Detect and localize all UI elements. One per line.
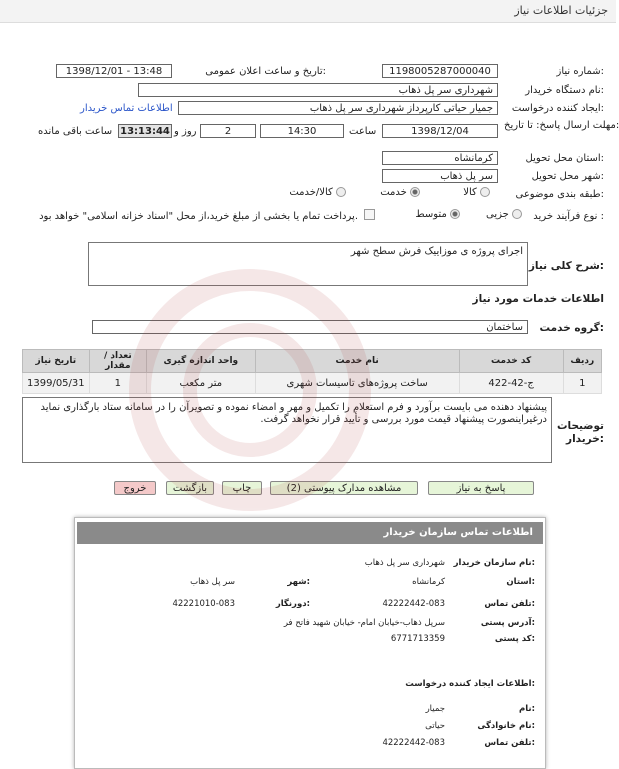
col-row: ردیف xyxy=(563,350,601,373)
days-field: 2 xyxy=(200,124,256,138)
category-both-label: کالا/خدمت xyxy=(289,187,333,198)
process-minor-label: جزیی xyxy=(485,209,509,220)
popup-province-label: استان: xyxy=(506,577,535,587)
buyer-contact-popup xyxy=(74,517,546,769)
category-service-label: خدمت xyxy=(380,187,407,198)
contact-buyer-link[interactable]: اطلاعات تماس خریدار xyxy=(80,103,173,114)
city-field: سر پل ذهاب xyxy=(382,169,498,183)
print-button[interactable]: چاپ xyxy=(222,481,262,495)
services-table xyxy=(22,349,602,394)
category-both-radio[interactable] xyxy=(336,187,346,197)
description-label: شرح کلی نیاز: xyxy=(528,260,604,272)
service-group-field: ساختمان xyxy=(92,320,528,334)
buyer-notes-box xyxy=(22,397,552,463)
popup-address: سرپل ذهاب-خیابان امام- خیابان شهید فاتح فر xyxy=(283,618,445,628)
service-group-label: گروه خدمت: xyxy=(539,322,604,334)
process-option-medium[interactable] xyxy=(415,209,460,220)
cell-unit: متر مکعب xyxy=(147,373,256,394)
need-number-field: 1198005287000040 xyxy=(382,64,498,78)
popup-title: اطلاعات تماس سازمان خریدار xyxy=(383,527,533,538)
popup-fax: 42221010-083 xyxy=(172,599,235,609)
col-need-date: تاریخ نیاز xyxy=(23,350,90,373)
respond-button[interactable]: پاسخ به نیاز xyxy=(428,481,534,495)
cell-row: 1 xyxy=(563,373,601,394)
process-minor-radio[interactable] xyxy=(512,209,522,219)
popup-fax-label: دورنگار: xyxy=(275,599,310,609)
services-section-title: اطلاعات خدمات مورد نیاز xyxy=(472,293,604,305)
back-button[interactable]: بازگشت xyxy=(166,481,214,495)
popup-city: سر پل ذهاب xyxy=(190,577,235,587)
popup-phone-label: تلفن تماس: xyxy=(484,599,535,609)
creator-field: جمیار حیاتی کارپرداز شهرداری سر پل ذهاب xyxy=(178,101,498,115)
popup-family-label: نام خانوادگی: xyxy=(477,721,535,731)
process-medium-radio[interactable] xyxy=(450,209,460,219)
popup-header xyxy=(77,522,543,544)
page-title: جزئیات اطلاعات نیاز xyxy=(514,4,608,17)
cell-service-name: ساخت پروژه‌های تاسیسات شهری xyxy=(255,373,459,394)
province-field: کرمانشاه xyxy=(382,151,498,165)
deadline-label: مهلت ارسال پاسخ: تا تاریخ: xyxy=(504,120,619,131)
popup-cphone-label: تلفن تماس: xyxy=(484,738,535,748)
popup-postal: 6771713359 xyxy=(390,634,445,644)
cell-service-code: ج-42-422 xyxy=(459,373,563,394)
popup-cphone: 42222442-083 xyxy=(382,738,445,748)
page-header xyxy=(0,0,616,23)
popup-postal-label: کد پستی: xyxy=(494,634,535,644)
announce-field: 1398/12/01 - 13:48 xyxy=(56,64,172,78)
popup-phone: 42222442-083 xyxy=(382,599,445,609)
exit-button[interactable]: خروج xyxy=(114,481,156,495)
cell-need-date: 1399/05/31 xyxy=(23,373,90,394)
buyer-notes-text: پیشنهاد دهنده می بایست برآورد و فرم استعلام را تکمیل و مهر و امضاء نموده و تصویرآن را در سامانه ستاد بارگذاری نماید درغیراینصورت پیشنهاد قیمت مورد بررسی و تأیید قرار نخواهد گرفت. xyxy=(40,402,547,425)
process-medium-label: متوسط xyxy=(415,209,447,220)
cell-quantity: 1 xyxy=(89,373,146,394)
deadline-date-field: 1398/12/04 xyxy=(382,124,498,138)
category-option-service[interactable] xyxy=(380,187,420,198)
treasury-checkbox[interactable] xyxy=(364,209,375,220)
creator-label: ایجاد کننده درخواست: xyxy=(511,103,604,114)
popup-family: حیاتی xyxy=(425,721,445,731)
description-text: اجرای پروژه ی موزاییک فرش سطح شهر xyxy=(350,246,523,257)
process-option-minor[interactable] xyxy=(486,209,522,220)
popup-creator-title: اطلاعات ایجاد کننده درخواست: xyxy=(405,679,535,689)
category-goods-radio[interactable] xyxy=(480,187,490,197)
remaining-time: 13:13:44 xyxy=(118,124,172,138)
col-quantity: تعداد / مقدار xyxy=(89,350,146,373)
category-option-both[interactable] xyxy=(289,187,346,198)
popup-name: جمیار xyxy=(425,704,445,714)
announce-label: تاریخ و ساعت اعلان عمومی: xyxy=(205,66,326,77)
buyer-label: نام دستگاه خریدار: xyxy=(525,85,604,96)
popup-org: شهرداری سر پل ذهاب xyxy=(364,558,445,568)
category-goods-label: کالا xyxy=(463,187,477,198)
col-service-name: نام خدمت xyxy=(255,350,459,373)
popup-address-label: آدرس پستی: xyxy=(480,618,535,628)
attachments-button[interactable]: مشاهده مدارک پیوستی (2) xyxy=(270,481,418,495)
hour-label: ساعت xyxy=(349,126,377,137)
buyer-field: شهرداری سر پل ذهاب xyxy=(138,83,498,97)
remaining-label: ساعت باقی مانده xyxy=(38,126,113,137)
buyer-notes-label: توضیحات خریدار: xyxy=(556,420,604,445)
need-number-label: شماره نیاز: xyxy=(556,66,604,77)
col-service-code: کد خدمت xyxy=(459,350,563,373)
popup-org-label: نام سازمان خریدار: xyxy=(453,558,535,568)
category-option-goods[interactable] xyxy=(463,187,490,198)
table-row xyxy=(23,373,602,394)
popup-name-label: نام: xyxy=(518,704,535,714)
process-label: نوع فرآیند خرید : xyxy=(533,211,604,222)
category-service-radio[interactable] xyxy=(410,187,420,197)
province-label: استان محل تحویل: xyxy=(525,153,604,164)
city-label: شهر محل تحویل: xyxy=(531,171,604,182)
popup-city-label: شهر: xyxy=(287,577,310,587)
payment-note: پرداخت تمام یا بخشی از مبلغ خرید،از محل "اسناد خزانه اسلامی" خواهد بود. xyxy=(39,211,358,222)
popup-province: کرمانشاه xyxy=(412,577,445,587)
days-label: روز و xyxy=(174,126,197,137)
deadline-time-field: 14:30 xyxy=(260,124,344,138)
description-box xyxy=(88,242,528,286)
category-label: طبقه بندی موضوعی: xyxy=(515,189,604,200)
col-unit: واحد اندازه گیری xyxy=(147,350,256,373)
